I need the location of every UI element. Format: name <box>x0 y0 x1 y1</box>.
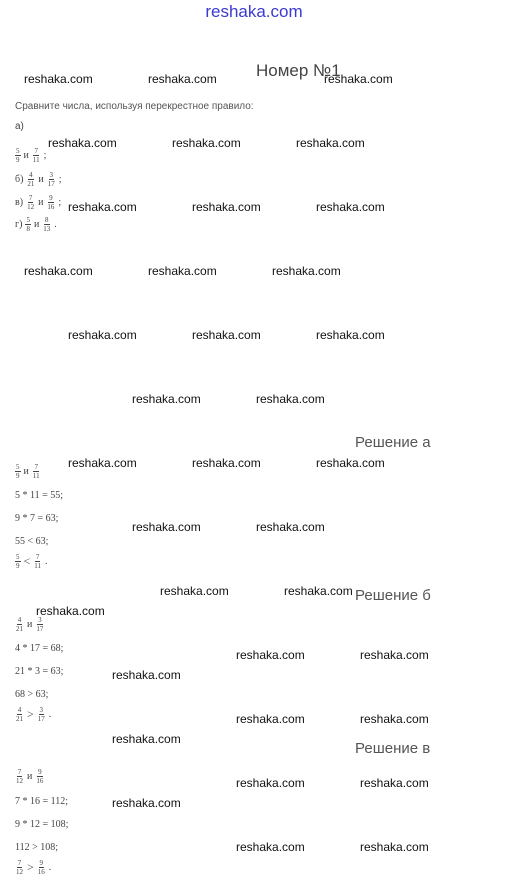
task-a: $\frac{5}{9}$ и $\frac{7}{11}$ ; <box>16 147 47 164</box>
task-a-label: а) <box>15 121 24 132</box>
watermark: reshaka.com <box>160 584 229 598</box>
watermark: reshaka.com <box>36 604 105 618</box>
watermark: reshaka.com <box>192 200 261 214</box>
watermark: reshaka.com <box>316 328 385 342</box>
watermark: reshaka.com <box>236 648 305 662</box>
solution-a-step-3: 55 < 63; <box>15 536 49 547</box>
task-c: в) $\frac{7}{12}$ и $\frac{9}{16}$ ; <box>15 194 62 211</box>
solution-c-result: $\frac{7}{12}$ > $\frac{9}{16}$ . <box>16 859 52 876</box>
solution-a-step-2: 9 * 7 = 63; <box>15 513 59 524</box>
fraction: $\frac{8}{13}$ <box>43 216 51 233</box>
solution-c-step-3: 112 > 108; <box>15 842 59 853</box>
watermark: reshaka.com <box>256 520 325 534</box>
watermark: reshaka.com <box>296 136 365 150</box>
task-d: г) $\frac{5}{8}$ и $\frac{8}{13}$ . <box>15 216 57 233</box>
watermark: reshaka.com <box>68 200 137 214</box>
site-header-link[interactable]: reshaka.com <box>205 2 303 21</box>
task-intro: Сравните числа, используя перекрестное правило: <box>15 101 254 112</box>
solution-c-pair: $\frac{7}{12}$ и $\frac{9}{16}$ <box>16 768 44 785</box>
solution-c-title: Решение в <box>355 740 431 757</box>
solution-a-title: Решение а <box>355 434 431 451</box>
page-title: Номер №1 <box>256 61 341 80</box>
fraction: $\frac{7}{11}$ <box>32 147 40 164</box>
fraction: $\frac{3}{17}$ <box>47 171 55 188</box>
watermark: reshaka.com <box>24 264 93 278</box>
solution-b-result: $\frac{4}{21}$ > $\frac{3}{17}$ . <box>16 706 52 723</box>
watermark: reshaka.com <box>148 264 217 278</box>
watermark: reshaka.com <box>48 136 117 150</box>
watermark: reshaka.com <box>132 392 201 406</box>
watermark: reshaka.com <box>68 456 137 470</box>
solution-a-result: $\frac{5}{9}$ < $\frac{7}{11}$ . <box>16 553 48 570</box>
watermark: reshaka.com <box>172 136 241 150</box>
task-b: б) $\frac{4}{21}$ и $\frac{3}{17}$ ; <box>15 171 62 188</box>
watermark: reshaka.com <box>284 584 353 598</box>
solution-c-step-2: 9 * 12 = 108; <box>15 819 69 830</box>
solution-b-step-1: 4 * 17 = 68; <box>15 643 64 654</box>
solution-a-pair: $\frac{5}{9}$ и $\frac{7}{11}$ <box>16 463 40 480</box>
solution-b-step-2: 21 * 3 = 63; <box>15 666 64 677</box>
watermark: reshaka.com <box>316 200 385 214</box>
watermark: reshaka.com <box>148 72 217 86</box>
watermark: reshaka.com <box>360 648 429 662</box>
fraction: $\frac{5}{8}$ <box>26 216 30 233</box>
watermark: reshaka.com <box>24 72 93 86</box>
watermark: reshaka.com <box>112 796 181 810</box>
solution-b-pair: $\frac{4}{21}$ и $\frac{3}{17}$ <box>16 616 44 633</box>
watermark: reshaka.com <box>112 668 181 682</box>
fraction: $\frac{9}{16}$ <box>47 194 55 211</box>
watermark: reshaka.com <box>316 456 385 470</box>
solution-b-title: Решение б <box>355 587 431 604</box>
watermark: reshaka.com <box>256 392 325 406</box>
watermark: reshaka.com <box>192 328 261 342</box>
watermark: reshaka.com <box>272 264 341 278</box>
watermark: reshaka.com <box>236 712 305 726</box>
watermark: reshaka.com <box>324 72 393 86</box>
watermark: reshaka.com <box>236 776 305 790</box>
watermark: reshaka.com <box>360 776 429 790</box>
watermark: reshaka.com <box>132 520 201 534</box>
fraction: $\frac{5}{9}$ <box>16 147 20 164</box>
solution-a-step-1: 5 * 11 = 55; <box>15 490 64 501</box>
fraction: $\frac{7}{12}$ <box>27 194 35 211</box>
watermark: reshaka.com <box>112 732 181 746</box>
solution-b-step-3: 68 > 63; <box>15 689 49 700</box>
watermark: reshaka.com <box>192 456 261 470</box>
watermark: reshaka.com <box>68 328 137 342</box>
solution-c-step-1: 7 * 16 = 112; <box>15 796 69 807</box>
fraction: $\frac{4}{21}$ <box>27 171 35 188</box>
watermark: reshaka.com <box>360 712 429 726</box>
watermark: reshaka.com <box>360 840 429 854</box>
watermark: reshaka.com <box>236 840 305 854</box>
